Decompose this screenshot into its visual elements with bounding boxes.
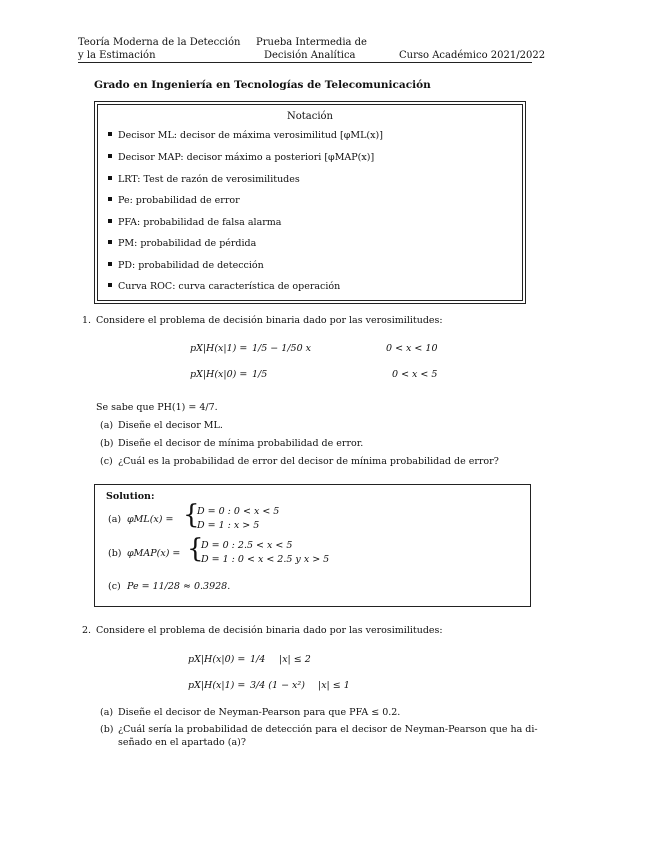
problem1-part-a-label: (a) [100,420,114,431]
problem2-part-a: Diseñe el decisor de Neyman-Pearson para que PFA ≤ 0.2. [118,707,401,718]
problem1-part-a: Diseñe el decisor ML. [118,420,223,431]
problem1-number: 1. [82,315,92,326]
problem2-eq2-rhs: 3/4 (1 − x²) [250,680,305,691]
problem1-part-b: Diseñe el decisor de mínima probabilidad de error. [118,438,364,449]
course-line-1: Teoría Moderna de la Detección [78,37,241,48]
notation-title: Notación [286,111,333,122]
problem1-eq2-range: 0 < x < 5 [392,369,438,380]
problem1-prior: Se sabe que PH(1) = 4/7. [96,402,218,413]
notation-item: Curva ROC: curva característica de operación [108,281,340,292]
problem2-eq2-range: |x| ≤ 1 [318,680,350,691]
degree-title: Grado en Ingeniería en Tecnologías de Telecomunicación [94,79,431,91]
solution-heading: Solution: [106,491,155,502]
problem1-statement: Considere el problema de decisión binaria dado por las verosimilitudes: [96,315,443,326]
solution-b-label: (b) [108,548,122,559]
problem2-part-b-cont: señado en el apartado (a)? [118,737,246,748]
solution-a-case1: D = 0 : 0 < x < 5 [197,506,280,517]
solution-c-label: (c) [108,581,121,592]
solution-a-case2: D = 1 : x > 5 [197,520,260,531]
problem2-part-a-label: (a) [100,707,114,718]
problem2-number: 2. [82,625,92,636]
solution-b-case1: D = 0 : 2.5 < x < 5 [201,540,293,551]
exam-line-2: Decisión Analítica [264,50,356,61]
solution-a-lhs: φML(x) = [127,514,174,525]
solution-b-case2: D = 1 : 0 < x < 2.5 y x > 5 [201,554,330,565]
problem1-eq1-rhs: 1/5 − 1/50 x [252,343,311,354]
solution-a-label: (a) [108,514,122,525]
notation-box [94,101,526,304]
problem1-eq1-range: 0 < x < 10 [386,343,438,354]
problem1-eq2-rhs: 1/5 [252,369,268,380]
course-line-2: y la Estimación [78,50,156,61]
solution-c-text: Pe = 11/28 ≈ 0.3928. [127,581,231,592]
header-exam [256,36,367,62]
problem1-part-c: ¿Cuál es la probabilidad de error del decisor de mínima probabilidad de error? [118,456,499,467]
problem2-eq1-range: |x| ≤ 2 [279,654,311,665]
problem2-eq1-lhs: pX|H(x|0) = [188,654,246,665]
problem2-eq1-rhs: 1/4 [250,654,266,665]
header-course [78,36,240,62]
notation-item: PFA: probabilidad de falsa alarma [108,217,281,228]
notation-item: Decisor ML: decisor de máxima verosimilitud [φML(x)] [108,130,383,141]
notation-item: LRT: Test de razón de verosimilitudes [108,174,300,185]
problem1-part-c-label: (c) [100,456,113,467]
notation-item: PM: probabilidad de pérdida [108,238,256,249]
header-year: Curso Académico 2021/2022 [399,50,546,61]
problem2-part-b-label: (b) [100,724,114,735]
problem2-statement: Considere el problema de decisión binaria dado por las verosimilitudes: [96,625,443,636]
notation-inner [97,104,523,301]
solution-b-brace: { [187,534,204,564]
problem2-part-b: ¿Cuál sería la probabilidad de detección para el decisor de Neyman-Pearson que ha di- [118,724,538,735]
solution-a-brace: { [183,500,200,530]
problem2-eq2-lhs: pX|H(x|1) = [188,680,246,691]
notation-item: PD: probabilidad de detección [108,260,264,271]
exam-line-1: Prueba Intermedia de [256,37,367,48]
problem1-eq2-lhs: pX|H(x|0) = [190,369,248,380]
solution-box [94,484,531,607]
notation-item: Decisor MAP: decisor máximo a posteriori [φMAP(x)] [108,152,374,163]
solution-b-lhs: φMAP(x) = [127,548,181,559]
problem1-part-b-label: (b) [100,438,114,449]
problem1-eq1-lhs: pX|H(x|1) = [190,343,248,354]
notation-item: Pe: probabilidad de error [108,195,240,206]
header-rule [78,62,532,63]
